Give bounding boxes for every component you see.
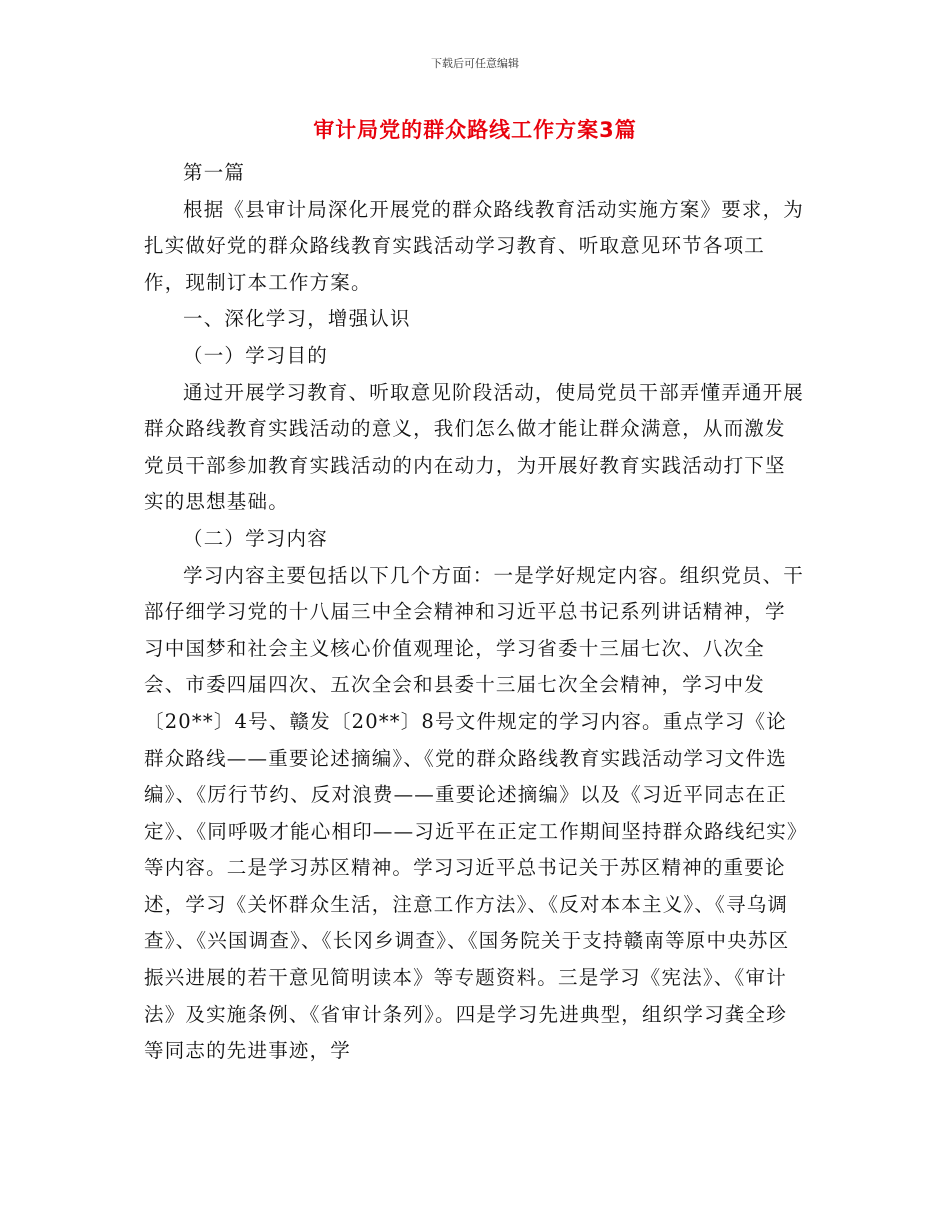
subheading-study-content: （二）学习内容 bbox=[183, 526, 328, 550]
document-title: 审计局党的群众路线工作方案3篇 bbox=[313, 118, 637, 142]
section-heading-part-one: 第一篇 bbox=[183, 161, 246, 184]
header-note: 下载后可任意编辑 bbox=[431, 57, 519, 70]
paragraph-intro: 根据《县审计局深化开展党的群众路线教育活动实施方案》要求，为扎实做好党的群众路线教育实践活动学习教育、听取意见环节各项工作，现制订本工作方案。 bbox=[144, 197, 805, 294]
document-body bbox=[144, 155, 806, 1070]
heading-deepen-study: 一、深化学习，增强认识 bbox=[183, 307, 411, 331]
paragraph-study-purpose: 通过开展学习教育、听取意见阶段活动，使局党员干部弄懂弄通开展群众路线教育实践活动的意义，我们怎么做才能让群众满意，从而激发党员干部参加教育实践活动的内在动力，为开展好教育实践活动打下坚实的思想基础。 bbox=[144, 380, 805, 514]
paragraph-study-content: 学习内容主要包括以下几个方面：一是学好规定内容。组织党员、干部仔细学习党的十八届三中全会精神和习近平总书记系列讲话精神，学习中国梦和社会主义核心价值观理论，学习省委十三届七次、八次全会、市委四届四次、五次全会和县委十三届七次全会精神，学习中发〔20**〕4号、赣发〔20**〕8号文件规定的学习内容。重点学习《论群众路线——重要论述摘编》、《党的群众路线教育实践活动学习文件选编》、《厉行节约、反对浪费——重要论述摘编》以及《习近平同志在正定》、《同呼吸才能心相印——习近平在正定工作期间坚持群众路线纪实》等内容。二是学习苏区精神。学习习近平总书记关于苏区精神的重要论述，学习《关怀群众生活，注意工作方法》、《反对本本主义》、《寻乌调查》、《兴国调查》、《长冈乡调查》、《国务院关于支持赣南等原中央苏区振兴进展的若干意见简明读本》等专题资料。三是学习《宪法》、《审计法》及实施条例、《省审计条列》。四是学习先进典型，组织学习龚全珍等同志的先进事迹，学 bbox=[144, 563, 805, 1063]
subheading-study-purpose: （一）学习目的 bbox=[183, 343, 328, 367]
